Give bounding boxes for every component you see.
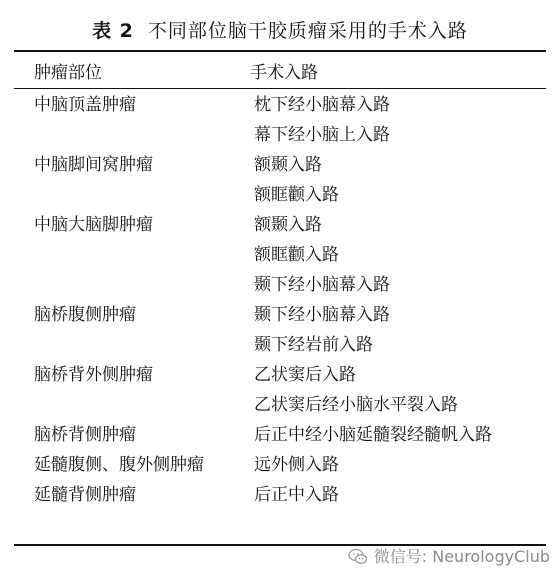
approach-list: [254, 360, 560, 420]
surgical-approach-cell: 额颞入路: [254, 215, 322, 235]
top-rule: [14, 50, 546, 52]
surgical-approach-cell: 颞下经小脑幕入路: [254, 305, 390, 325]
watermark: [348, 542, 550, 572]
header-location: 肿瘤部位: [34, 63, 102, 83]
table-row: [0, 480, 560, 510]
table-title: 不同部位脑干胶质瘤采用的手术入路: [147, 20, 468, 42]
table-row: [0, 210, 560, 300]
tumor-location-cell: 中脑大脑脚肿瘤: [34, 215, 153, 235]
surgical-approach-cell: 颞下经岩前入路: [254, 335, 373, 355]
surgical-approach-cell: 幕下经小脑上入路: [254, 125, 390, 145]
table-header: [0, 58, 560, 86]
surgical-approach-cell: 额颞入路: [254, 155, 322, 175]
tumor-location-cell: 延髓腹侧、腹外侧肿瘤: [34, 455, 204, 475]
tumor-location-cell: 脑桥背侧肿瘤: [34, 425, 136, 445]
table-number: 表 2: [92, 20, 134, 42]
table-row: [0, 150, 560, 210]
surgical-approach-cell: 枕下经小脑幕入路: [254, 95, 390, 115]
tumor-location-cell: 延髓背侧肿瘤: [34, 485, 136, 505]
surgical-approach-cell: 远外侧入路: [254, 455, 339, 475]
surgical-approach-cell: 额眶颧入路: [254, 185, 339, 205]
surgical-approach-cell: 后正中入路: [254, 485, 339, 505]
tumor-location-cell: 中脑脚间窝肿瘤: [34, 155, 153, 175]
surgical-approach-cell: 乙状窦后经小脑水平裂入路: [254, 395, 458, 415]
approach-list: [254, 450, 560, 480]
surgical-approach-cell: 乙状窦后入路: [254, 365, 356, 385]
table-row: [0, 420, 560, 450]
table-caption: [0, 16, 560, 43]
watermark-text: 微信号: NeurologyClub: [373, 547, 550, 566]
approach-list: [254, 90, 560, 150]
table-body: [0, 88, 560, 510]
approach-list: [254, 150, 560, 210]
approach-list: [254, 300, 560, 360]
approach-list: [254, 210, 560, 300]
header-approach: 手术入路: [250, 63, 318, 83]
table-row: [0, 360, 560, 420]
table-row: [0, 88, 560, 150]
approach-list: [254, 420, 560, 450]
surgical-approach-cell: 后正中经小脑延髓裂经髓帆入路: [254, 425, 492, 445]
surgical-approach-cell: 颞下经小脑幕入路: [254, 275, 390, 295]
table-row: [0, 450, 560, 480]
tumor-location-cell: 脑桥背外侧肿瘤: [34, 365, 153, 385]
tumor-location-cell: 中脑顶盖肿瘤: [34, 95, 136, 115]
table-row: [0, 300, 560, 360]
tumor-location-cell: 脑桥腹侧肿瘤: [34, 305, 136, 325]
approach-list: [254, 480, 560, 510]
surgical-approach-cell: 额眶颧入路: [254, 245, 339, 265]
wechat-icon: [348, 548, 368, 566]
